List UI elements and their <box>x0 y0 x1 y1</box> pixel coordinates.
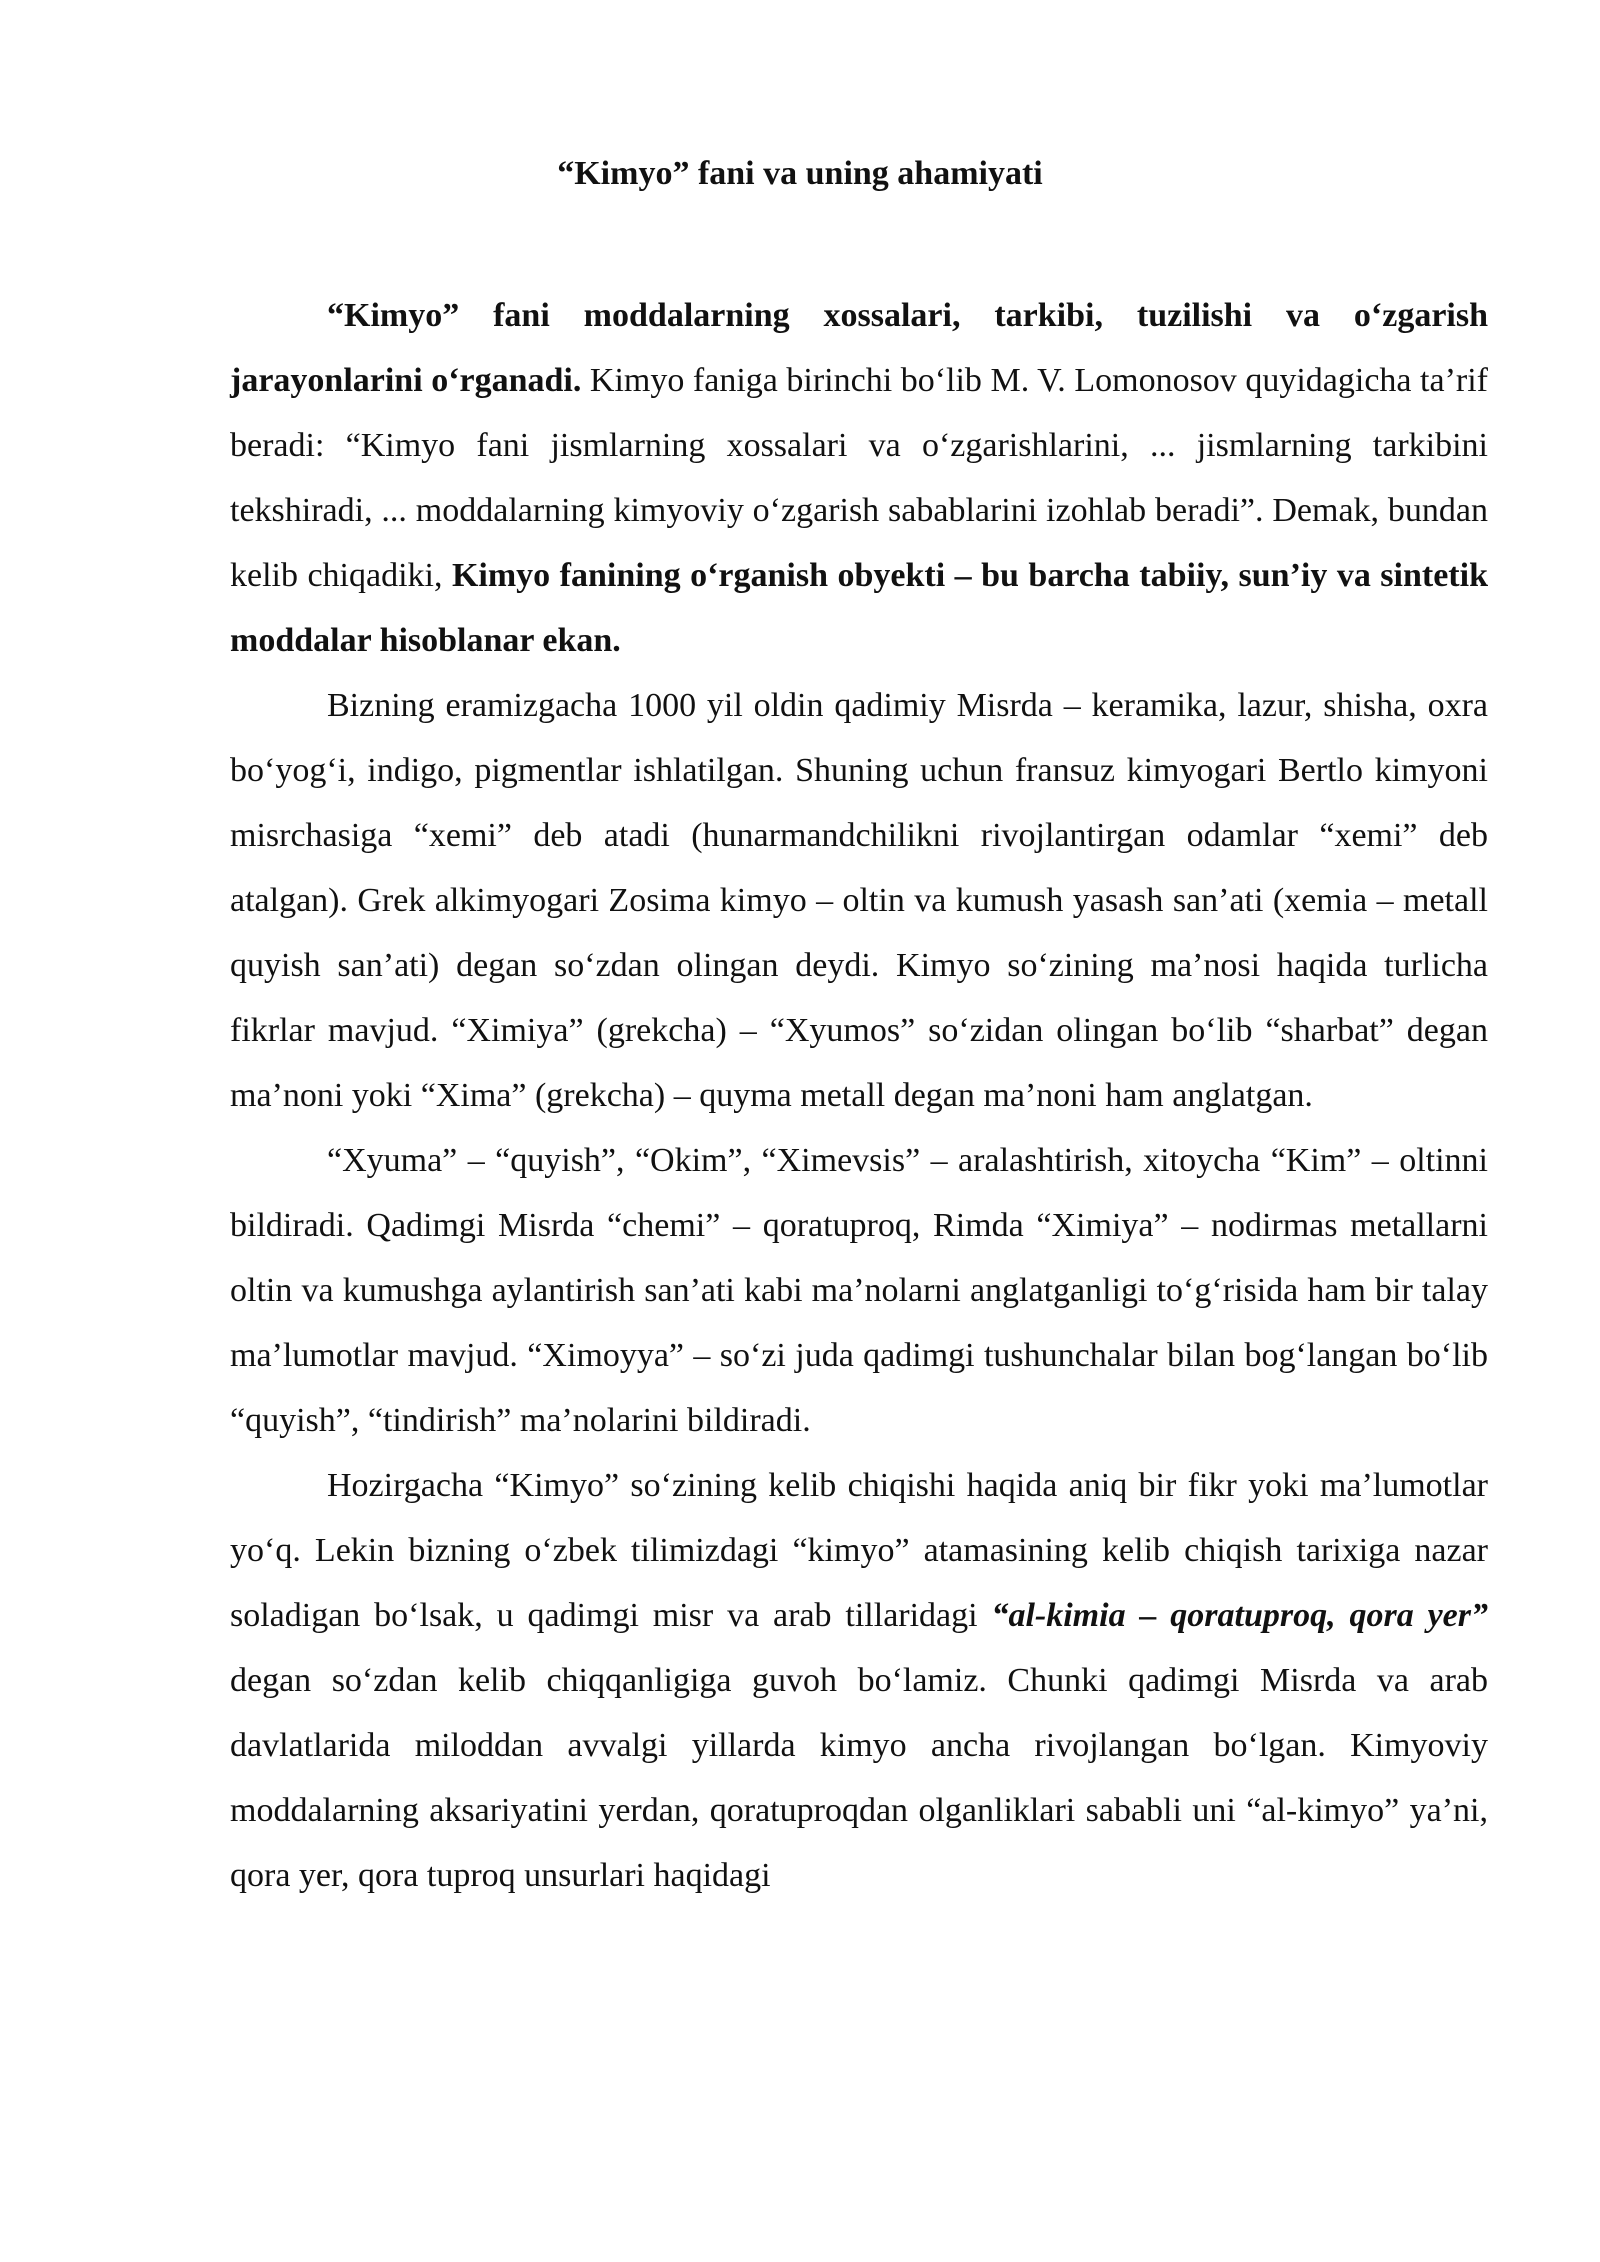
paragraph-1-bold-conclusion: Kimyo fanining o‘rganish obyekti – bu barcha tabiiy, sun’iy va sintetik moddalar hisoblanar ekan. <box>230 557 1488 659</box>
paragraph-3-text: “Xyuma” – “quyish”, “Okim”, “Ximevsis” – aralashtirish, xitoycha “Kim” – oltinni bildiradi. Qadimgi Misrda “chemi” – qoratuproq, Rimda “Ximiya” – nodirmas metallarni oltin va kumushga aylantirish san’ati kabi ma’nolarni anglatganligi to‘g‘risida ham bir talay ma’lumotlar mavjud. “Ximoyya” – so‘zi juda qadimgi tushunchalar bilan bog‘langan bo‘lib “quyish”, “tindirish” ma’nolarini bildiradi. <box>230 1142 1488 1439</box>
paragraph-1 <box>230 283 1488 673</box>
document-title: “Kimyo” fani va uning ahamiyati <box>557 155 1043 192</box>
paragraph-4-text-end: degan so‘zdan kelib chiqqanligiga guvoh bo‘lamiz. Chunki qadimgi Misrda va arab davlatlarida miloddan avvalgi yillarda kimyo ancha rivojlangan bo‘lgan. Kimyoviy moddalarning aksariyatini yerdan, qoratuproqdan olganliklari sababli uni “al-kimyo” ya’ni, qora yer, qora tuproq unsurlari haqidagi <box>230 1662 1488 1894</box>
document-body <box>230 283 1488 1908</box>
paragraph-4-text-start: Hozirgacha “Kimyo” so‘zining kelib chiqishi haqida aniq bir fikr yoki ma’lumotlar yo‘q. Lekin bizning o‘zbek tilimizdagi “kimyo” atamasining kelib chiqish tarixiga nazar soladigan bo‘lsak, u qadimgi misr va arab tillaridagi <box>230 1467 1488 1634</box>
paragraph-1-text: Kimyo faniga birinchi bo‘lib M. V. Lomonosov quyidagicha ta’rif beradi: “Kimyo fani jismlarning xossalari va o‘zgarishlarini, ... jismlarning tarkibini tekshiradi, ... moddalarning kimyoviy o‘zgarish sabablarini izohlab beradi”. Demak, bundan kelib chiqadiki, <box>230 362 1488 594</box>
paragraph-3 <box>230 1128 1488 1453</box>
paragraph-4-bold-italic-term: “al-kimia – qoratuproq, qora yer” <box>991 1597 1488 1634</box>
paragraph-2-text: Bizning eramizgacha 1000 yil oldin qadimiy Misrda – keramika, lazur, shisha, oxra bo‘yog‘i, indigo, pigmentlar ishlatilgan. Shuning uchun fransuz kimyogari Bertlo kimyoni misrchasiga “xemi” deb atadi (hunarmandchilikni rivojlantirgan odamlar “xemi” deb atalgan). Grek alkimyogari Zosima kimyo – oltin va kumush yasash san’ati (xemia – metall quyish san’ati) degan so‘zdan olingan deydi. Kimyo so‘zining ma’nosi haqida turlicha fikrlar mavjud. “Ximiya” (grekcha) – “Xyumos” so‘zidan olingan bo‘lib “sharbat” degan ma’noni yoki “Xima” (grekcha) – quyma metall degan ma’noni ham anglatgan. <box>230 687 1488 1114</box>
paragraph-4 <box>230 1453 1488 1908</box>
paragraph-2 <box>230 673 1488 1128</box>
paragraph-1-bold-intro: “Kimyo” fani moddalarning xossalari, tarkibi, tuzilishi va o‘zgarish jarayonlarini o‘rganadi. <box>230 297 1488 399</box>
